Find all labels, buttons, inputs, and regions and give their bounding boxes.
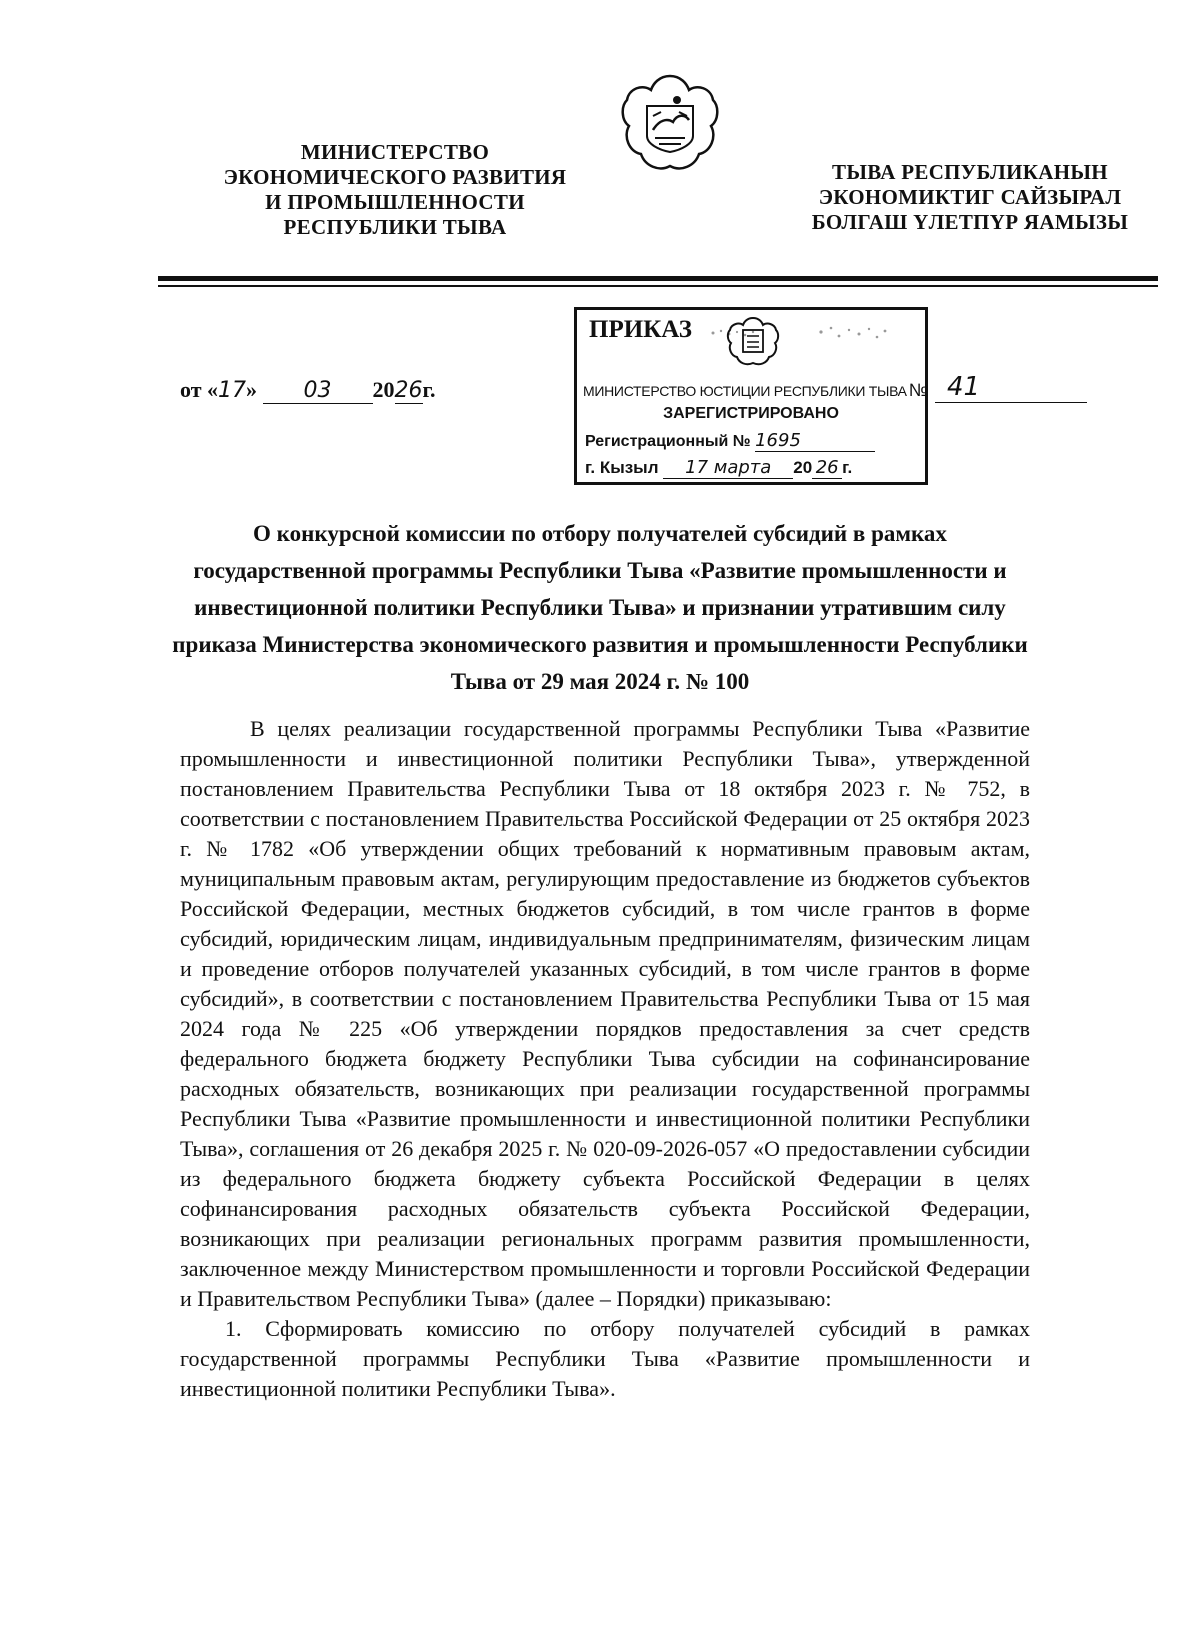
ministry-name-ru xyxy=(195,140,595,240)
header-divider-thin xyxy=(158,285,1158,287)
stamp-city-label: г. Кызыл xyxy=(585,458,659,477)
ministry-ru-line: МИНИСТЕРСТВО xyxy=(300,140,490,164)
date-month: 03 xyxy=(263,378,373,404)
order-number: 41 xyxy=(935,372,1087,403)
stamp-seal-icon xyxy=(725,314,781,370)
date-year-prefix: 20 xyxy=(372,377,395,402)
ministry-tyv-line: БОЛГАШ ҮЛЕТПҮР ЯАМЫЗЫ xyxy=(811,210,1129,234)
ministry-name-tyv xyxy=(770,160,1170,235)
stamp-ministry-justice xyxy=(583,380,928,401)
ministry-tyv-line: ЭКОНОМИКТИГ САЙЗЫРАЛ xyxy=(818,185,1122,209)
ministry-ru-line: И ПРОМЫШЛЕННОСТИ xyxy=(265,190,525,214)
body-paragraph: 1. Сформировать комиссию по отбору получателей субсидий в рамках государственной программы Республики Тыва «Развитие промышленности и инвестиционной политики Республики Тыва». xyxy=(180,1316,1030,1401)
stamp-year-suffix: 26 xyxy=(812,457,842,479)
date-suffix: г. xyxy=(422,377,436,402)
stamp-city-date xyxy=(585,457,852,479)
document-title: О конкурсной комиссии по отбору получателей субсидий в рамках государственной программы Республики Тыва «Развитие промышленности и инвестиционной политики Республики Тыва» и признании утратившим силу приказа Министерства экономического развития и промышленности Республики Тыва от 29 мая 2024 г. № 100 xyxy=(172,521,1028,694)
document-body xyxy=(180,714,1030,1404)
stamp-number-sign: № xyxy=(908,380,928,400)
date-day: 17 xyxy=(218,378,247,403)
stamp-year-prefix: 20 xyxy=(793,458,813,477)
date-year-suffix: 26 xyxy=(394,378,423,403)
stamp-registered: ЗАРЕГИСТРИРОВАНО xyxy=(663,405,839,422)
stamp-ministry-text: МИНИСТЕРСТВО ЮСТИЦИИ РЕСПУБЛИКИ ТЫВА xyxy=(583,383,907,399)
stamp-year-end: г. xyxy=(842,458,853,477)
order-date xyxy=(180,377,436,404)
ministry-tyv-line: ТЫВА РЕСПУБЛИКАНЫН xyxy=(832,160,1108,184)
stamp-title: ПРИКАЗ xyxy=(589,316,692,343)
date-mid: » xyxy=(246,377,258,402)
stamp-city-date-value: 17 марта xyxy=(663,457,793,479)
ministry-ru-line: РЕСПУБЛИКИ ТЫВА xyxy=(283,215,507,239)
header-divider-thick xyxy=(158,276,1158,281)
stamp-reg-number xyxy=(585,430,875,452)
registration-stamp xyxy=(574,307,928,485)
body-paragraph: В целях реализации государственной программы Республики Тыва «Развитие промышленности и инвестиционной политики Республики Тыва», утвержденной постановлением Правительства Республики Тыва от 18 октября 2023 г. № 752, в соответствии с постановлением Правительства Российской Федерации от 25 октября 2023 г. № 1782 «Об утверждении общих требований к нормативным правовым актам, муниципальным правовым актам, регулирующим предоставление из бюджетов субъектов Российской Федерации, местных бюджетов субсидий, в том числе грантов в форме субсидий, юридическим лицам, индивидуальным предпринимателям, физическим лицам и проведение отборов получателей указанных субсидий, в том числе грантов в форме субсидий», в соответствии с постановлением Правительства Республики Тыва от 15 мая 2024 года № 225 «Об утверждении порядков предоставления за счет средств федерального бюджета бюджету Республики Тыва субсидии на софинансирование расходных обязательств, возникающих при реализации государственной программы Республики Тыва «Развитие промышленности и инвестиционной политики Республики Тыва», соглашения от 26 декабря 2025 г. № 020-09-2026-057 «О предоставлении субсидии из федерального бюджета бюджету субъекта Российской Федерации в целях софинансирования расходных обязательств субъекта Российской Федерации, возникающих при реализации региональных программ развития промышленности, заключенное между Министерством промышленности и торговли Российской Федерации и Правительством Республики Тыва» (далее – Порядки) приказываю: xyxy=(180,716,1030,1311)
stamp-reg-label: Регистрационный № xyxy=(585,433,751,450)
coat-of-arms-emblem xyxy=(615,70,725,180)
stamp-reg-value: 1695 xyxy=(755,430,875,452)
stamp-noise-icon xyxy=(813,322,913,346)
ministry-ru-line: ЭКОНОМИЧЕСКОГО РАЗВИТИЯ xyxy=(223,165,567,189)
date-prefix: от « xyxy=(180,377,219,402)
